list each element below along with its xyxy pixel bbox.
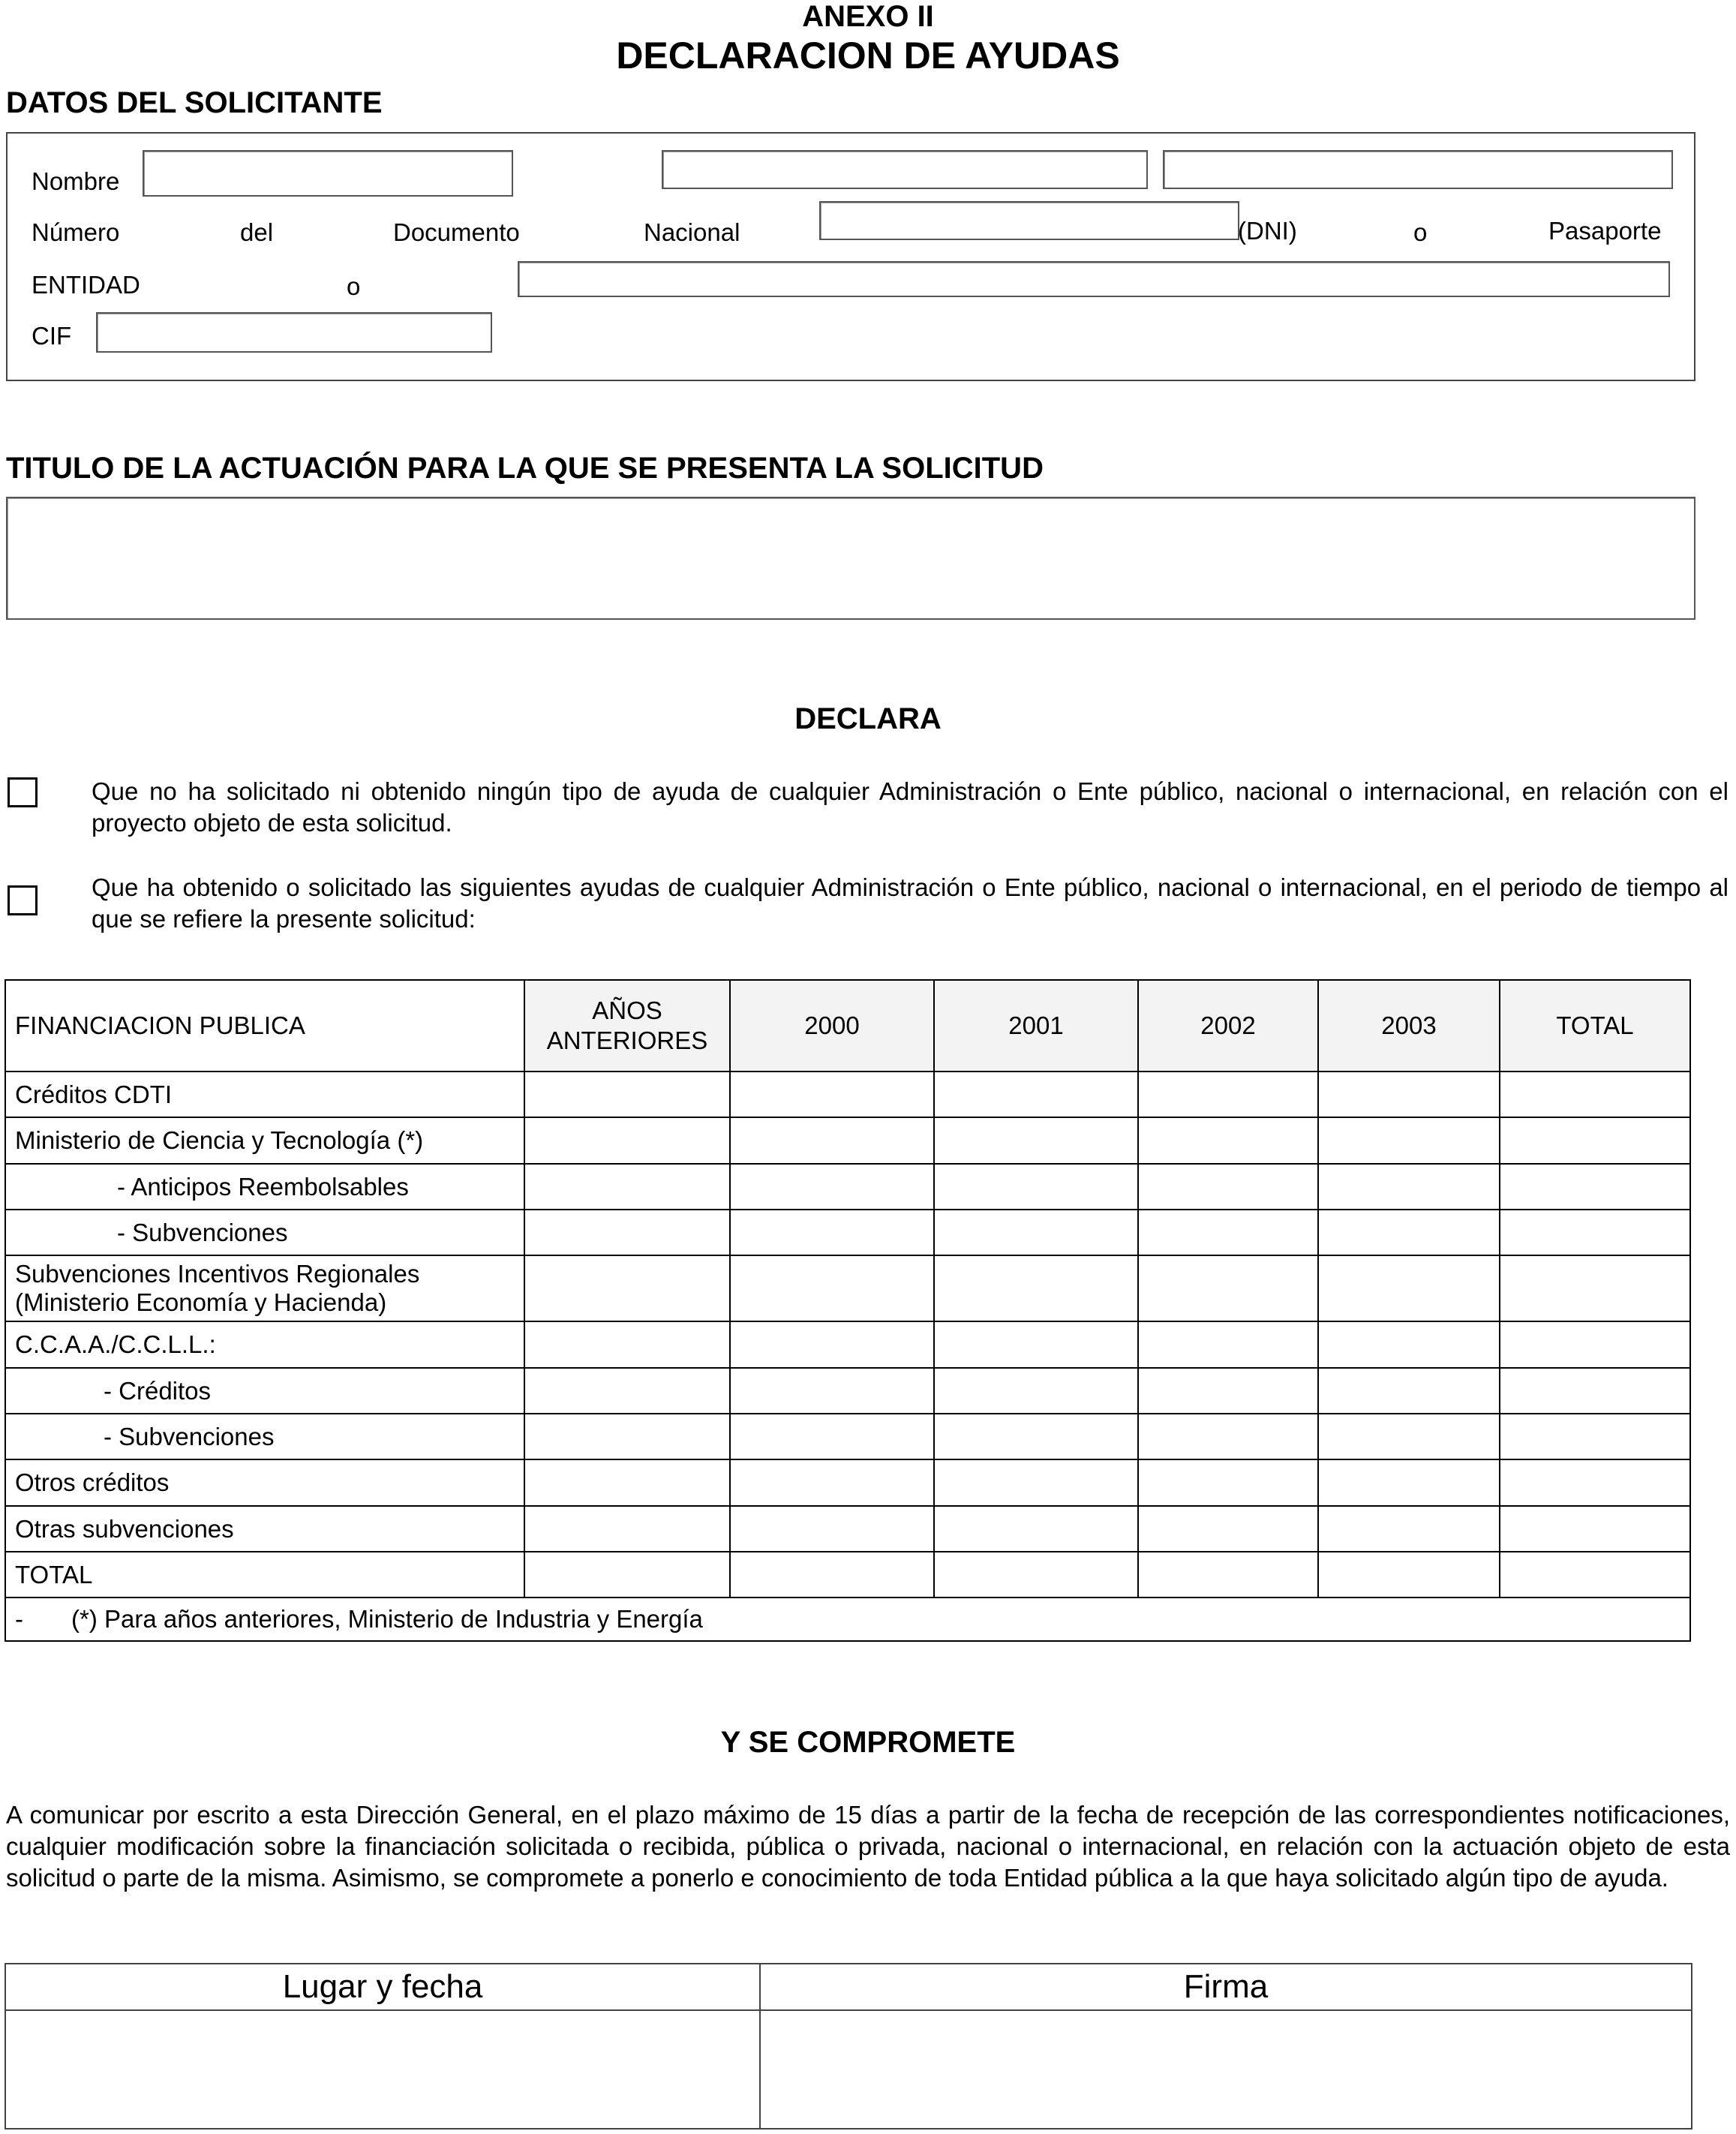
- table-cell[interactable]: [524, 1072, 730, 1117]
- table-row: [5, 1164, 1690, 1210]
- entity-label: ENTIDAD: [32, 271, 140, 299]
- table-cell[interactable]: [524, 1117, 730, 1164]
- table-cell[interactable]: [730, 1506, 934, 1552]
- table-cell[interactable]: [934, 1255, 1138, 1321]
- table-cell[interactable]: [1500, 1255, 1690, 1321]
- dni-input[interactable]: [819, 201, 1239, 240]
- table-cell[interactable]: [730, 1321, 934, 1368]
- table-cell[interactable]: [1138, 1321, 1318, 1368]
- table-cell[interactable]: [1138, 1117, 1318, 1164]
- table-cell[interactable]: [730, 1552, 934, 1597]
- row-label-line2: (Ministerio Economía y Hacienda): [15, 1288, 387, 1316]
- table-cell[interactable]: [524, 1210, 730, 1255]
- aid-obtained-checkbox[interactable]: [8, 885, 38, 915]
- table-cell[interactable]: [1138, 1552, 1318, 1597]
- table-footnote-row: [5, 1597, 1690, 1641]
- applicant-section-title: DATOS DEL SOLICITANTE: [6, 86, 383, 119]
- table-cell[interactable]: [1138, 1459, 1318, 1506]
- annex-label: ANEXO II: [802, 0, 934, 33]
- header-total: TOTAL: [1500, 980, 1690, 1072]
- table-cell[interactable]: [1318, 1164, 1500, 1210]
- table-cell[interactable]: [934, 1552, 1138, 1597]
- doc-word-4: Nacional: [644, 218, 740, 246]
- row-label: - Créditos: [5, 1368, 524, 1414]
- table-cell[interactable]: [1318, 1552, 1500, 1597]
- table-row: [5, 1117, 1690, 1164]
- row-label: C.C.A.A./C.C.L.L.:: [5, 1321, 524, 1368]
- doc-word-3: Documento: [393, 218, 520, 246]
- table-row: [5, 1321, 1690, 1368]
- passport-label: Pasaporte: [1548, 217, 1662, 245]
- action-section-title: TITULO DE LA ACTUACIÓN PARA LA QUE SE PRESENTA LA SOLICITUD: [6, 452, 1044, 485]
- table-cell[interactable]: [730, 1459, 934, 1506]
- footnote-text: (*) Para años anteriores, Ministerio de Industria y Energía: [71, 1605, 703, 1633]
- footnote-dash: -: [15, 1605, 23, 1633]
- table-cell[interactable]: [934, 1117, 1138, 1164]
- table-cell[interactable]: [524, 1368, 730, 1414]
- signature-field[interactable]: [760, 2010, 1692, 2129]
- table-cell[interactable]: [1318, 1368, 1500, 1414]
- table-row: [5, 1368, 1690, 1414]
- table-cell[interactable]: [1138, 1210, 1318, 1255]
- second-surname-input[interactable]: [1163, 150, 1673, 189]
- table-cell[interactable]: [524, 1459, 730, 1506]
- header-anos-anteriores: AÑOS ANTERIORES: [524, 980, 730, 1072]
- aid-obtained-text: Que ha obtenido o solicitado las siguientes ayudas de cualquier Administración o Ente público, nacional o internacional, en el periodo de tiempo al que se refiere la presente solicitud:: [92, 873, 1728, 933]
- table-cell[interactable]: [730, 1414, 934, 1459]
- table-cell[interactable]: [934, 1321, 1138, 1368]
- row-label: Créditos CDTI: [5, 1072, 524, 1117]
- table-row: [5, 1459, 1690, 1506]
- signature-label: Firma: [760, 1964, 1692, 2010]
- table-cell[interactable]: [524, 1164, 730, 1210]
- row-label-multiline: [5, 1255, 524, 1321]
- table-cell[interactable]: [1138, 1414, 1318, 1459]
- table-cell[interactable]: [1500, 1072, 1690, 1117]
- table-cell[interactable]: [1138, 1506, 1318, 1552]
- row-label: Otras subvenciones: [5, 1506, 524, 1552]
- doc-word-1: Número: [32, 218, 120, 246]
- row-label: Ministerio de Ciencia y Tecnología (*): [5, 1117, 524, 1164]
- table-cell[interactable]: [1318, 1255, 1500, 1321]
- table-cell[interactable]: [934, 1368, 1138, 1414]
- table-cell[interactable]: [1138, 1368, 1318, 1414]
- place-date-field[interactable]: [5, 2010, 760, 2129]
- entity-input[interactable]: [518, 261, 1670, 297]
- place-date-label: Lugar y fecha: [5, 1964, 760, 2010]
- row-label: Otros créditos: [5, 1459, 524, 1506]
- table-cell[interactable]: [1138, 1164, 1318, 1210]
- table-cell[interactable]: [730, 1255, 934, 1321]
- table-row: [5, 1552, 1690, 1597]
- table-row: [5, 1255, 1690, 1321]
- signature-table: [5, 1963, 1692, 2129]
- table-row: [5, 1072, 1690, 1117]
- dni-label: (DNI): [1238, 217, 1297, 245]
- table-cell[interactable]: [1318, 1459, 1500, 1506]
- table-cell[interactable]: [1318, 1210, 1500, 1255]
- table-cell[interactable]: [1318, 1321, 1500, 1368]
- financing-table: [5, 979, 1691, 1642]
- table-cell[interactable]: [1318, 1414, 1500, 1459]
- table-footnote: [5, 1597, 1690, 1641]
- row-label: - Anticipos Reembolsables: [5, 1164, 524, 1210]
- table-cell[interactable]: [1500, 1368, 1690, 1414]
- table-cell[interactable]: [1318, 1117, 1500, 1164]
- row-label: - Subvenciones: [5, 1414, 524, 1459]
- commitment-text: A comunicar por escrito a esta Dirección General, en el plazo máximo de 15 días a partir de la fecha de recepción de las correspondientes notificaciones, cualquier modificación sobre la financiación solicitada o recibida, pública o privada, nacional o internacional, en relación con la actuación objeto de esta solicitud o parte de la misma. Asimismo, se compromete a ponerlo e conocimiento de toda Entidad pública a la que haya solicitado algún tipo de ayuda.: [6, 1801, 1730, 1892]
- table-row: [5, 1210, 1690, 1255]
- table-cell[interactable]: [524, 1552, 730, 1597]
- or-label: o: [1413, 218, 1428, 246]
- no-aid-checkbox[interactable]: [8, 777, 38, 807]
- table-cell[interactable]: [1318, 1506, 1500, 1552]
- table-cell[interactable]: [1500, 1164, 1690, 1210]
- name-input[interactable]: [143, 150, 513, 197]
- page-title: DECLARACION DE AYUDAS: [616, 35, 1120, 77]
- table-cell[interactable]: [1500, 1552, 1690, 1597]
- table-cell[interactable]: [934, 1506, 1138, 1552]
- commitment-title: Y SE COMPROMETE: [720, 1726, 1016, 1759]
- doc-word-2: del: [240, 218, 274, 246]
- table-cell[interactable]: [1500, 1459, 1690, 1506]
- header-financiacion: FINANCIACION PUBLICA: [5, 980, 524, 1072]
- table-cell[interactable]: [1500, 1117, 1690, 1164]
- header-2001: 2001: [934, 980, 1138, 1072]
- table-cell[interactable]: [1138, 1255, 1318, 1321]
- table-cell[interactable]: [1500, 1210, 1690, 1255]
- table-header-row: [5, 980, 1690, 1072]
- table-cell[interactable]: [730, 1072, 934, 1117]
- header-2002: 2002: [1138, 980, 1318, 1072]
- table-cell[interactable]: [524, 1255, 730, 1321]
- table-cell[interactable]: [1138, 1072, 1318, 1117]
- table-cell[interactable]: [1500, 1414, 1690, 1459]
- row-label-total: TOTAL: [5, 1552, 524, 1597]
- no-aid-text: Que no ha solicitado ni obtenido ningún tipo de ayuda de cualquier Administración o Ente público, nacional o internacional, en relación con el proyecto objeto de esta solicitud.: [92, 777, 1728, 837]
- header-2000: 2000: [730, 980, 934, 1072]
- name-label: Nombre: [32, 167, 120, 195]
- table-cell[interactable]: [1500, 1506, 1690, 1552]
- table-cell[interactable]: [730, 1164, 934, 1210]
- entity-or-label: o: [347, 272, 361, 300]
- table-cell[interactable]: [934, 1414, 1138, 1459]
- declara-title: DECLARA: [794, 702, 942, 735]
- row-label-line1: Subvenciones Incentivos Regionales: [15, 1260, 420, 1288]
- table-cell[interactable]: [730, 1368, 934, 1414]
- cif-label: CIF: [32, 322, 72, 350]
- table-cell[interactable]: [934, 1164, 1138, 1210]
- table-cell[interactable]: [934, 1210, 1138, 1255]
- table-cell[interactable]: [524, 1506, 730, 1552]
- table-cell[interactable]: [524, 1321, 730, 1368]
- table-cell[interactable]: [1500, 1321, 1690, 1368]
- table-cell[interactable]: [524, 1414, 730, 1459]
- table-cell[interactable]: [934, 1072, 1138, 1117]
- row-label: - Subvenciones: [5, 1210, 524, 1255]
- cif-input[interactable]: [96, 312, 492, 353]
- table-cell[interactable]: [934, 1459, 1138, 1506]
- table-cell[interactable]: [1318, 1072, 1500, 1117]
- first-surname-input[interactable]: [662, 150, 1148, 189]
- table-cell[interactable]: [730, 1117, 934, 1164]
- action-title-input[interactable]: [6, 497, 1695, 620]
- table-row: [5, 1506, 1690, 1552]
- header-2003: 2003: [1318, 980, 1500, 1072]
- table-row: [5, 1414, 1690, 1459]
- table-cell[interactable]: [730, 1210, 934, 1255]
